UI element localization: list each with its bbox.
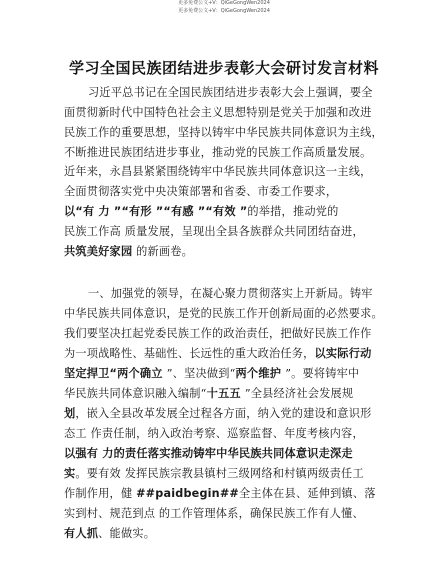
text-run: ，嵌入全县改革发展全过程各方面，纳入党的建设和意识形 xyxy=(75,407,372,420)
text-run: 习近平总书记在全国民族团结进步表彰大会上强调，要全 xyxy=(88,86,373,99)
body-line xyxy=(64,307,383,321)
text-run: 中华民族共同体意识，是党的民族工作开创新局面的必然要求。 xyxy=(64,307,383,320)
body-line xyxy=(64,407,371,421)
bold-text-run: 以“有 力 ”“有形 ”“有感 ”“有效 ” xyxy=(64,205,248,218)
bold-text-run: 共筑美好家园 xyxy=(64,245,133,258)
text-run: 。要有效 发挥民族宗教县镇村三级网络和村镇两级责任工 xyxy=(75,467,364,480)
body-line xyxy=(64,387,353,401)
text-run: 面贯彻新时代中国特色社会主义思想特别是党关于加强和改进 xyxy=(64,106,372,119)
body-line xyxy=(64,205,339,219)
body-line xyxy=(64,245,193,259)
body-line xyxy=(88,86,373,100)
watermark-line-1: 更多免费公文+V：QiGeGongWen2024 xyxy=(178,0,270,6)
text-run: 的新画卷。 xyxy=(132,245,194,258)
body-line xyxy=(64,225,364,239)
text-run: 民族工作的重要思想，坚持以铸牢中华民族共同体意识为主线， xyxy=(64,126,383,139)
body-line xyxy=(88,287,373,301)
body-line xyxy=(64,507,364,521)
body-line xyxy=(64,347,371,361)
body-line xyxy=(64,106,371,120)
bold-text-run: 实 xyxy=(64,467,76,480)
text-run: 全主体在县、延伸到镇、落 xyxy=(239,487,376,500)
bold-text-run: 两个确立 xyxy=(117,367,167,380)
body-line xyxy=(64,487,376,501)
body-line xyxy=(64,327,371,341)
text-run: 的举措，推动党的 xyxy=(247,205,339,218)
watermark-line-2: 更多免费公文+V：QiGeGongWen2024 xyxy=(178,8,270,14)
text-run: 民族工作高 质量发展，呈现出全县各族群众共同团结奋进， xyxy=(64,225,364,238)
text-run: 为一项战略性、基础性、长远性的重大政治任务， xyxy=(64,347,315,360)
body-line xyxy=(64,427,364,441)
bold-text-run: ##paidbegin## xyxy=(136,487,239,500)
body-line xyxy=(64,467,364,481)
text-run: 华民族共同体意识融入编制“ xyxy=(64,387,207,400)
text-run: 、能做实。 xyxy=(98,527,156,540)
bold-text-run: 十五五 xyxy=(206,387,245,400)
text-run: 作制作用，健 xyxy=(64,487,137,500)
body-line xyxy=(64,165,371,179)
text-run: ”。要将铸牢中 xyxy=(285,367,360,380)
text-run: 态工 作责任制，纳入政治考察、巡察监督、年度考核内容， xyxy=(64,427,364,440)
text-run: 一、加强党的领导，在凝心聚力贯彻落实上开新局。铸牢 xyxy=(88,287,373,300)
body-line xyxy=(64,447,353,461)
text-run: 近年来，永昌县紧紧围绕铸牢中华民族共同体意识这一主线， xyxy=(64,165,372,178)
bold-text-run: 划 xyxy=(64,407,76,420)
text-run: ”全县经济社会发展规 xyxy=(244,387,354,400)
text-run: 我们要坚决扛起党委民族工作的政治责任，把做好民族工作作 xyxy=(64,327,372,340)
bold-text-run: 两个维护 xyxy=(235,367,286,380)
document-title: 学习全国民族团结进步表彰大会研讨发言材料 xyxy=(68,59,379,77)
body-line xyxy=(64,146,371,160)
bold-text-run: 以实际行动 xyxy=(314,347,372,360)
text-run: 全面贯彻落实党中央决策部署和省委、市委工作要求， xyxy=(64,185,338,198)
text-run: ”、坚决做到“ xyxy=(166,367,236,380)
body-line xyxy=(64,527,155,541)
bold-text-run: 有人抓 xyxy=(64,527,99,540)
body-line xyxy=(64,185,337,199)
text-run: 不断推进民族团结进步事业，推动党的民族工作高质量发展。 xyxy=(64,146,372,159)
bold-text-run: 坚定捍卫“ xyxy=(64,367,118,380)
bold-text-run: 以强有 力的责任落实推动铸牢中华民族共同体意识走深走 xyxy=(64,447,353,460)
text-run: 实到村、规范到点 的工作管理体系，确保民族工作有人懂、 xyxy=(64,507,364,520)
body-line xyxy=(64,367,359,381)
body-line xyxy=(64,126,383,140)
